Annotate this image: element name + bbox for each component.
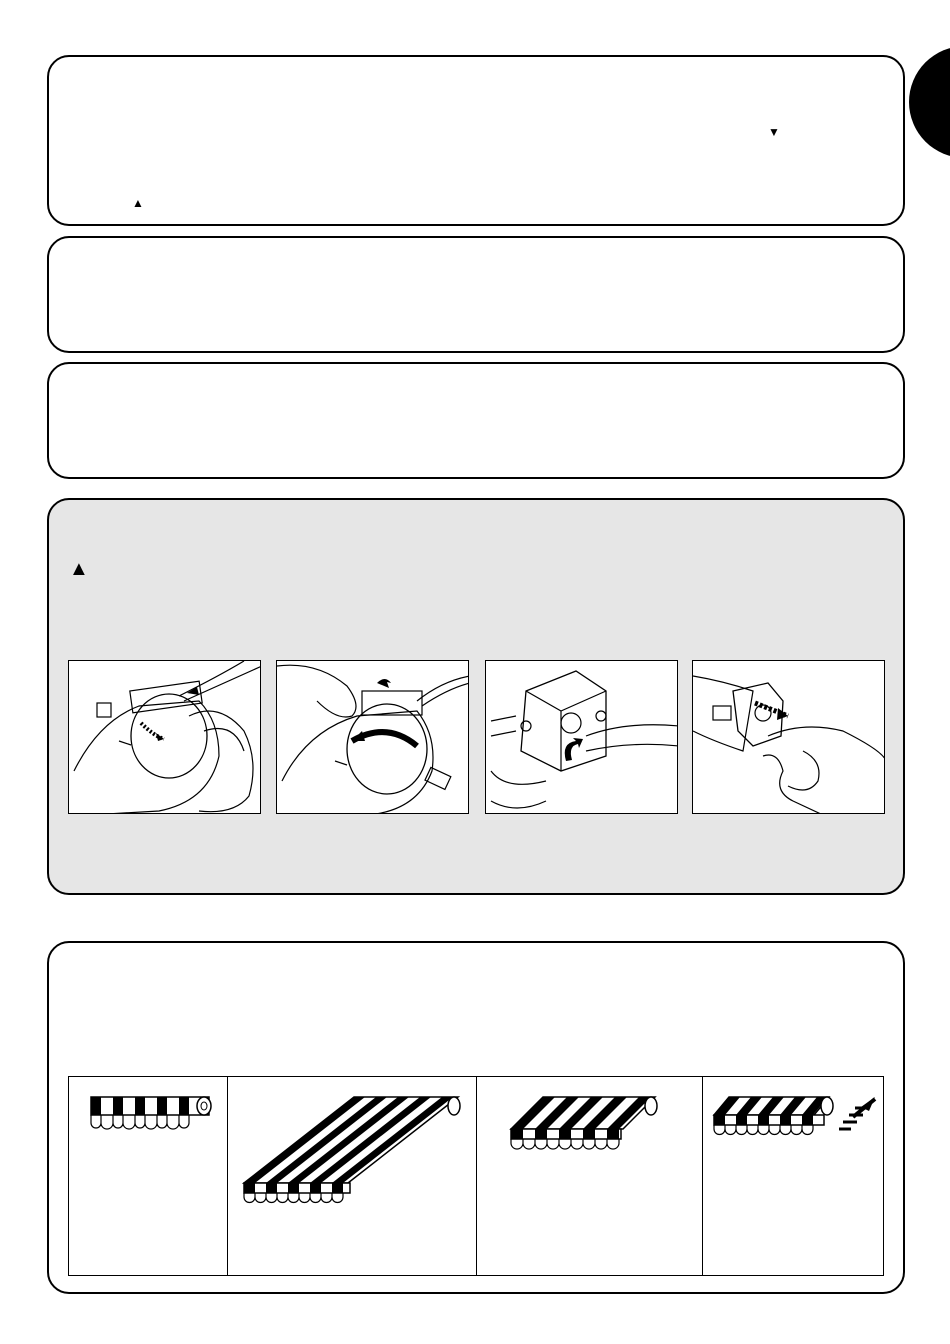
motor-ring-rotate-icon xyxy=(276,660,469,814)
awning-closing-arrow-icon xyxy=(703,1077,883,1275)
instruction-box-3 xyxy=(47,362,905,479)
awning-half-open-icon xyxy=(477,1077,703,1275)
motor-ring-turn-icon xyxy=(68,660,261,814)
warning-triangle-icon: ▲ xyxy=(69,558,89,580)
up-arrow-icon: ▲ xyxy=(132,196,144,210)
awning-fully-open-icon xyxy=(228,1077,477,1275)
language-tab-icon xyxy=(909,46,950,158)
awning-positions-table xyxy=(68,1076,884,1276)
motor-head-lever-icon xyxy=(485,660,678,814)
motor-push-insert-icon xyxy=(692,660,885,814)
awning-closed-icon xyxy=(69,1077,228,1275)
instruction-box-1 xyxy=(47,55,905,226)
instruction-box-2 xyxy=(47,236,905,353)
down-arrow-icon: ▼ xyxy=(768,125,780,139)
